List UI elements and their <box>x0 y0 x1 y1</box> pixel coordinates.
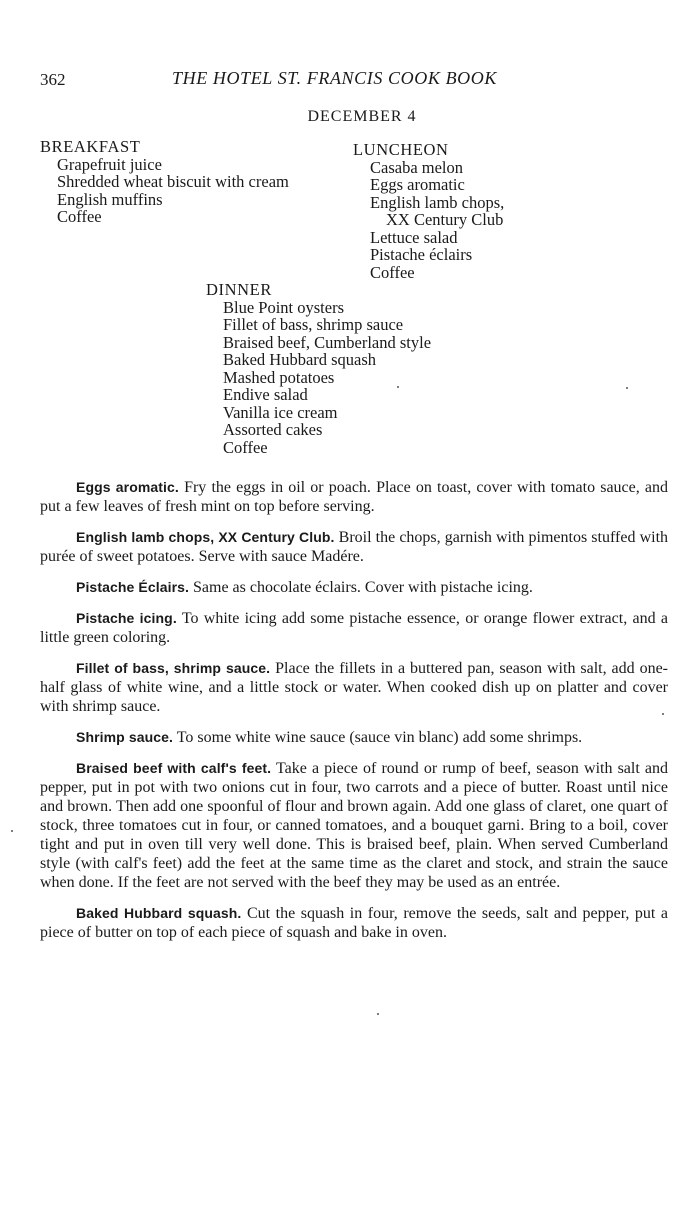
menu-item: Grapefruit juice <box>57 154 162 174</box>
running-title: THE HOTEL ST. FRANCIS COOK BOOK <box>172 68 497 88</box>
recipe-body: Place the fillets in a buttered pan, season with salt, add one-half glass of white wine, and a little stock or water. When cooked dish up on platter and cover with shrimp sauce. <box>40 660 669 715</box>
recipe-title: Braised beef with calf's feet. <box>76 760 272 776</box>
recipe-title: Pistache icing. <box>76 610 177 626</box>
recipe-body: Same as chocolate éclairs. Cover with pistache icing. <box>193 579 533 596</box>
recipe-title: Fillet of bass, shrimp sauce. <box>76 660 271 676</box>
menu-item: Shredded wheat biscuit with cream <box>57 172 289 191</box>
menu-item: Vanilla ice cream <box>223 402 338 422</box>
recipe-paragraph <box>40 478 668 516</box>
recipe-body: To white icing add some pistache essence, or orange flower extract, and a little green coloring. <box>40 610 668 646</box>
recipe-paragraph <box>40 609 668 647</box>
luncheon-title: LUNCHEON <box>353 140 449 159</box>
recipe-paragraph <box>40 759 668 892</box>
menu-item: Pistache éclairs <box>370 245 473 264</box>
recipe-title: Eggs aromatic. <box>76 479 179 495</box>
menu-item: Coffee <box>57 207 102 226</box>
recipe-body: To some white wine sauce (sauce vin blanc) add some shrimps. <box>176 729 583 746</box>
menu-item: Braised beef, Cumberland style <box>223 332 432 352</box>
menu-item: Assorted cakes <box>223 420 323 439</box>
dinner-title: DINNER <box>206 280 272 299</box>
recipe-title: Pistache Éclairs. <box>76 579 189 595</box>
breakfast-title: BREAKFAST <box>40 137 141 156</box>
date-heading: DECEMBER 4 <box>307 108 417 125</box>
breakfast-items <box>40 156 289 226</box>
recipe-title: Baked Hubbard squash. <box>76 905 242 921</box>
recipe-body: Take a piece of round or rump of beef, season with salt and pepper, put in pot with two onions cut in four, two carrots and a piece of butter. Roast until nice and brown. Then add one spoonful of flour and brown again. Add one glass of claret, one quart of stock, three tomatoes cut in four, or canned tomatoes, and a bouquet garni. Bring to a boil, cover tight and put in oven till very well done. This is braised beef, plain. When served Cumberland style (with calf's feet) add the feet at the same time as the claret and stock, and strain the sauce when done. If the feet are not served with the beef they may be used as an entrée. <box>40 760 669 891</box>
page-header <box>40 68 670 94</box>
breakfast-menu <box>40 138 289 226</box>
scan-speck <box>11 830 13 832</box>
recipe-paragraph <box>40 659 668 716</box>
scan-speck <box>397 386 399 388</box>
menu-item: Casaba melon <box>370 157 464 177</box>
dinner-menu <box>206 281 431 456</box>
scan-speck <box>662 713 664 715</box>
menu-item-continuation: XX Century Club <box>386 210 504 229</box>
menu-item: Mashed potatoes <box>223 367 335 387</box>
recipe-title: Shrimp sauce. <box>76 729 174 745</box>
recipe-paragraph <box>40 578 668 597</box>
scan-speck <box>626 387 628 389</box>
menu-item: Blue Point oysters <box>223 297 345 317</box>
menu-item: English lamb chops, <box>370 192 505 212</box>
scan-speck <box>377 1013 379 1015</box>
recipe-paragraph <box>40 728 668 747</box>
luncheon-items <box>353 159 504 282</box>
menu-item: Baked Hubbard squash <box>223 350 377 369</box>
recipe-body: Cut the squash in four, remove the seeds, salt and pepper, put a piece of butter on top of each piece of squash and bake in oven. <box>40 905 669 941</box>
page-number: 362 <box>40 70 66 89</box>
recipe-paragraph <box>40 528 668 566</box>
menu-item: Lettuce salad <box>370 227 458 247</box>
menu-item: Endive salad <box>223 385 308 404</box>
recipe-title: English lamb chops, XX Century Club. <box>76 529 335 545</box>
menu-item: Coffee <box>223 437 268 457</box>
dinner-items <box>206 299 431 457</box>
menu-item: Fillet of bass, shrimp sauce <box>223 315 404 334</box>
recipe-body: Fry the eggs in oil or poach. Place on toast, cover with tomato sauce, and put a few leaves of fresh mint on top before serving. <box>40 479 669 515</box>
recipe-paragraph <box>40 904 668 942</box>
recipe-body: Broil the chops, garnish with pimentos stuffed with purée of sweet potatoes. Serve with sauce Madére. <box>40 529 669 565</box>
recipe-list <box>40 478 668 954</box>
menu-item: Coffee <box>370 262 415 282</box>
menu-item: Eggs aromatic <box>370 175 465 194</box>
menu-item: English muffins <box>57 189 163 209</box>
luncheon-menu <box>353 141 504 281</box>
